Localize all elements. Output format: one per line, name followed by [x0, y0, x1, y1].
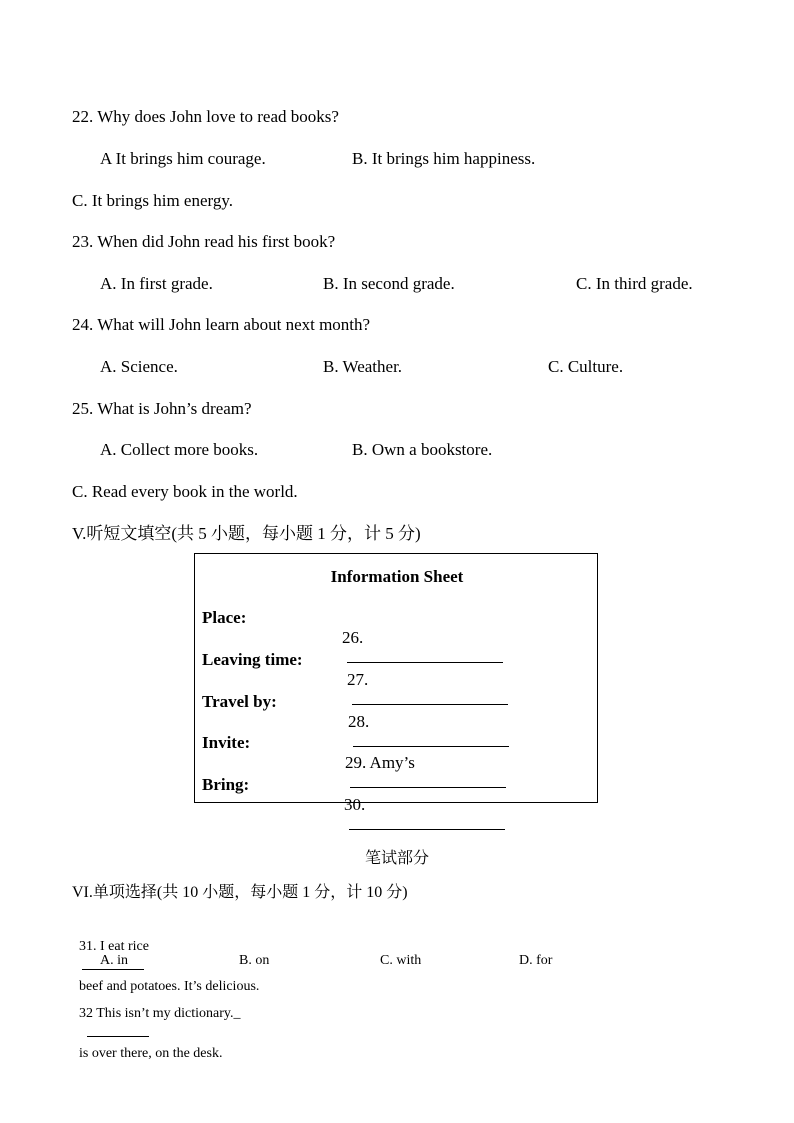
- row-travel-by-label: Travel by:: [202, 692, 277, 711]
- q23-option-b: B. In second grade.: [323, 274, 455, 293]
- bring-blank[interactable]: [349, 815, 505, 830]
- q31-option-d: D. for: [519, 953, 553, 968]
- row-place-label: Place:: [202, 608, 247, 627]
- row-bring-label: Bring:: [202, 775, 250, 794]
- question-22: 22. Why does John love to read books?: [72, 107, 339, 126]
- row-invite-number: 29. Amy’s: [345, 753, 415, 772]
- q22-option-a: A It brings him courage.: [100, 149, 266, 168]
- q31-option-a: A. in: [100, 953, 128, 968]
- row-leaving-time-label: Leaving time:: [202, 650, 303, 669]
- question-25: 25. What is John’s dream?: [72, 399, 252, 418]
- information-sheet: [194, 553, 598, 814]
- q25-option-b: B. Own a bookstore.: [352, 440, 493, 459]
- written-part-title: 笔试部分: [364, 850, 429, 867]
- q24-option-a: A. Science.: [100, 357, 178, 376]
- q31-text-before: 31. I eat rice: [79, 939, 149, 954]
- q22-option-b: B. It brings him happiness.: [352, 149, 536, 168]
- row-leaving-time-number: 27.: [347, 670, 369, 689]
- q31-option-c: C. with: [380, 953, 422, 968]
- q23-option-c: C. In third grade.: [576, 274, 693, 293]
- q25-option-c: C. Read every book in the world.: [72, 482, 298, 501]
- q24-option-b: B. Weather.: [323, 357, 403, 376]
- section-v-heading: V.听短文填空(共 5 小题，每小题 1 分，计 5 分): [72, 524, 421, 543]
- question-32: [72, 984, 241, 1064]
- q22-option-c: C. It brings him energy.: [72, 191, 234, 210]
- question-23: 23. When did John read his first book?: [72, 232, 336, 251]
- row-invite-label: Invite:: [202, 733, 251, 752]
- row-travel-by-number: 28.: [348, 712, 370, 731]
- q24-option-c: C. Culture.: [548, 357, 624, 376]
- q23-option-a: A. In first grade.: [100, 274, 213, 293]
- sheet-title: Information Sheet: [330, 567, 464, 586]
- row-bring-field: [327, 775, 505, 855]
- q32-text-before: 32 This isn’t my dictionary._: [79, 1006, 241, 1021]
- question-24: 24. What will John learn about next month?: [72, 315, 371, 334]
- q32-text-after: is over there, on the desk.: [79, 1046, 223, 1061]
- q31-option-b: B. on: [239, 953, 270, 968]
- section-vi-heading: VI.单项选择(共 10 小题，每小题 1 分，计 10 分): [72, 884, 408, 901]
- q32-blank[interactable]: [87, 1024, 149, 1037]
- row-place-number: 26.: [342, 628, 364, 647]
- q25-option-a: A. Collect more books.: [100, 440, 259, 459]
- row-bring-number: 30.: [344, 795, 366, 814]
- q31-text-after: beef and potatoes. It’s delicious.: [79, 979, 260, 994]
